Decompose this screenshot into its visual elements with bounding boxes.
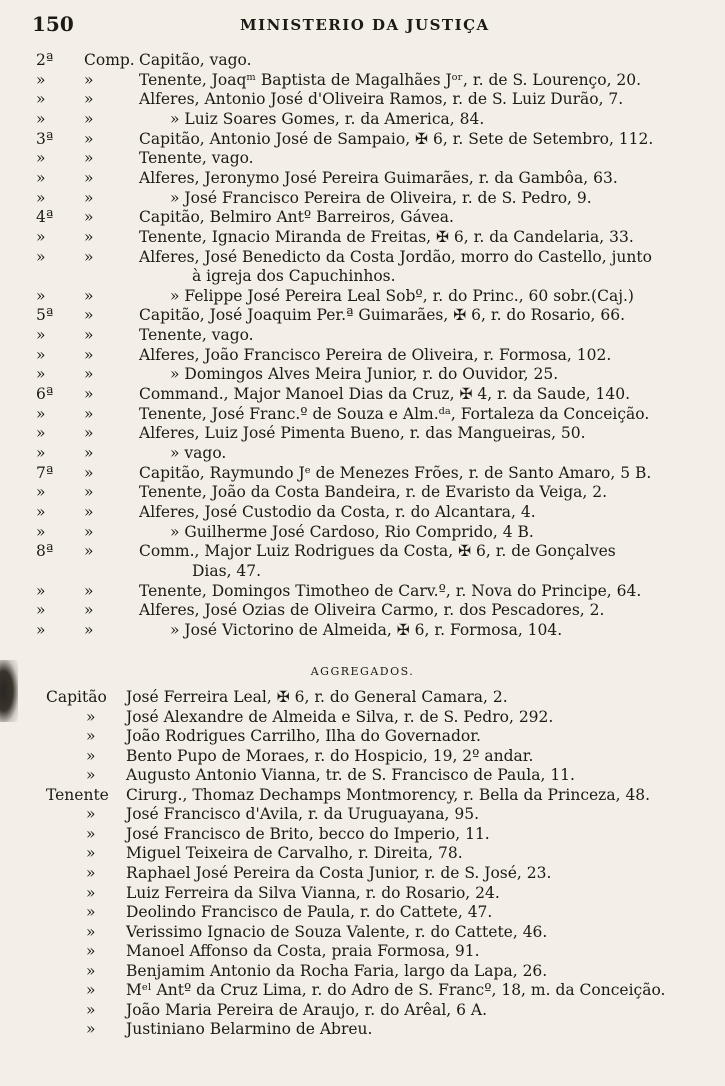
officer-entry: à igreja dos Capuchinhos. xyxy=(192,267,396,286)
officer-entry: Tenente, Joaqᵐ Baptista de Magalhães Jᵒʳ, r. de S. Lourenço, 20. xyxy=(139,70,642,89)
company-number: » xyxy=(36,188,46,207)
company-number: » xyxy=(36,502,46,521)
rank-label: » xyxy=(86,903,96,922)
company-number: » xyxy=(36,345,46,364)
rank-label: Capitão xyxy=(46,688,107,706)
rank-label: » xyxy=(86,746,96,765)
officer-entry: Deolindo Francisco de Paula, r. do Cattete, 47. xyxy=(126,903,493,922)
officer-entry: José Francisco de Brito, becco do Imperio, 11. xyxy=(126,824,490,843)
company-number: 3ª xyxy=(36,129,54,148)
company-number: » xyxy=(36,326,46,345)
officer-entry: Tenente, Ignacio Miranda de Freitas, ✠ 6, r. da Candelaria, 33. xyxy=(139,227,634,246)
officer-entry: » Felippe José Pereira Leal Sobº, r. do Princ., 60 sobr.(Caj.) xyxy=(170,286,634,305)
rank-label: » xyxy=(86,961,96,980)
officer-entry: Capitão, Belmiro Antº Barreiros, Gávea. xyxy=(139,208,454,227)
company-number: 2ª xyxy=(36,51,54,69)
rank-label: » xyxy=(86,805,96,824)
company-label: » xyxy=(84,70,94,89)
officer-entry: Miguel Teixeira de Carvalho, r. Direita, 78. xyxy=(126,844,463,863)
company-label: » xyxy=(84,247,94,266)
company-number: » xyxy=(36,444,46,462)
ink-blot xyxy=(0,660,18,722)
running-title: MINISTERIO DA JUSTIÇA xyxy=(240,16,490,34)
company-number: » xyxy=(36,424,46,443)
company-label: » xyxy=(84,227,94,246)
rank-label: » xyxy=(86,942,96,961)
company-label: » xyxy=(84,286,94,305)
company-number: » xyxy=(36,483,46,502)
company-number: » xyxy=(36,247,46,266)
company-number: » xyxy=(36,168,46,187)
page-number: 150 xyxy=(32,12,74,36)
company-number: 6ª xyxy=(36,385,54,404)
company-number: » xyxy=(36,581,46,600)
company-label: » xyxy=(84,208,94,227)
company-label: » xyxy=(84,601,94,620)
company-number: » xyxy=(36,620,46,639)
officer-entry: Tenente, José Franc.º de Souza e Alm.ᵈᵃ, Fortaleza da Conceição. xyxy=(139,404,650,423)
company-label: » xyxy=(84,365,94,384)
company-label: » xyxy=(84,522,94,541)
rank-label: » xyxy=(86,824,96,843)
company-label: » xyxy=(84,149,94,168)
company-number: » xyxy=(36,522,46,541)
officer-entry: Justiniano Belarmino de Abreu. xyxy=(126,1020,373,1039)
officer-entry: Alferes, José Benedicto da Costa Jordão, morro do Castello, junto xyxy=(139,247,652,266)
officer-entry: Comm., Major Luiz Rodrigues da Costa, ✠ 6, r. de Gonçalves xyxy=(139,542,616,561)
rank-label: » xyxy=(86,922,96,941)
company-label: » xyxy=(84,109,94,128)
company-number: » xyxy=(36,365,46,384)
company-number: » xyxy=(36,109,46,128)
officer-entry: » José Francisco Pereira de Oliveira, r. de S. Pedro, 9. xyxy=(170,188,592,207)
officer-entry: Alferes, Luiz José Pimenta Bueno, r. das Mangueiras, 50. xyxy=(139,424,586,443)
officer-entry: José Ferreira Leal, ✠ 6, r. do General Camara, 2. xyxy=(126,688,508,706)
company-label: » xyxy=(84,542,94,561)
officer-entry: Alferes, Antonio José d'Oliveira Ramos, r. de S. Luiz Durão, 7. xyxy=(139,90,624,109)
officer-entry: Benjamim Antonio da Rocha Faria, largo da Lapa, 26. xyxy=(126,961,548,980)
company-number: » xyxy=(36,601,46,620)
officer-entry: João Rodrigues Carrilho, Ilha do Governador. xyxy=(126,727,481,746)
company-number: 7ª xyxy=(36,463,54,482)
rank-label: » xyxy=(86,1020,96,1039)
officer-entry: Dias, 47. xyxy=(192,561,262,580)
officer-entry: José Francisco d'Avila, r. da Uruguayana, 95. xyxy=(126,805,480,824)
company-number: » xyxy=(36,227,46,246)
company-label: » xyxy=(84,168,94,187)
officer-entry: Alferes, Jeronymo José Pereira Guimarães, r. da Gambôa, 63. xyxy=(139,168,618,187)
officer-entry: » Guilherme José Cardoso, Rio Comprido, 4 B. xyxy=(170,522,534,541)
page-header xyxy=(30,6,705,36)
company-number: 4ª xyxy=(36,208,54,227)
officer-entry: Alferes, João Francisco Pereira de Oliveira, r. Formosa, 102. xyxy=(139,345,612,364)
officer-entry: Alferes, José Custodio da Costa, r. do Alcantara, 4. xyxy=(139,502,536,521)
company-label: » xyxy=(84,404,94,423)
officer-entry: Bento Pupo de Moraes, r. do Hospicio, 19, 2º andar. xyxy=(126,746,534,765)
officer-entry: Raphael José Pereira da Costa Junior, r. de S. José, 23. xyxy=(126,863,552,882)
rank-label: Tenente xyxy=(46,785,109,804)
company-number: » xyxy=(36,90,46,109)
officer-entry: Tenente, Domingos Timotheo de Carv.º, r. Nova do Principe, 64. xyxy=(139,581,642,600)
company-label: » xyxy=(84,581,94,600)
officer-entry: » vago. xyxy=(170,444,227,462)
company-label: » xyxy=(84,345,94,364)
company-label: » xyxy=(84,620,94,639)
officer-entry: Tenente, vago. xyxy=(139,149,254,168)
rank-label: » xyxy=(86,766,96,785)
officer-entry: Tenente, vago. xyxy=(139,326,254,345)
officer-entry: » Luiz Soares Gomes, r. da America, 84. xyxy=(170,109,485,128)
officer-entry: Manoel Affonso da Costa, praia Formosa, 91. xyxy=(126,942,480,961)
officer-entry: Augusto Antonio Vianna, tr. de S. Francisco de Paula, 11. xyxy=(126,766,575,785)
company-label: Comp. xyxy=(84,51,135,69)
officer-entry: Capitão, Antonio José de Sampaio, ✠ 6, r. Sete de Setembro, 112. xyxy=(139,129,654,148)
company-label: » xyxy=(84,129,94,148)
officer-entry: José Alexandre de Almeida e Silva, r. de S. Pedro, 292. xyxy=(126,707,554,726)
officer-entry: Verissimo Ignacio de Souza Valente, r. do Cattete, 46. xyxy=(126,922,548,941)
company-label: » xyxy=(84,385,94,404)
officer-entry: Command., Major Manoel Dias da Cruz, ✠ 4, r. da Saude, 140. xyxy=(139,385,631,404)
company-label: » xyxy=(84,326,94,345)
company-label: » xyxy=(84,90,94,109)
company-number: » xyxy=(36,404,46,423)
officer-entry: Mᵉˡ Antº da Cruz Lima, r. do Adro de S. Francº, 18, m. da Conceição. xyxy=(126,981,666,1000)
rank-label: » xyxy=(86,707,96,726)
rank-label: » xyxy=(86,844,96,863)
company-label: » xyxy=(84,444,94,462)
company-number: 8ª xyxy=(36,542,54,561)
rank-label: » xyxy=(86,727,96,746)
company-label: » xyxy=(84,306,94,325)
company-label: » xyxy=(84,424,94,443)
officer-entry: Capitão, vago. xyxy=(139,51,252,69)
officer-entry: Alferes, José Ozias de Oliveira Carmo, r. dos Pescadores, 2. xyxy=(139,601,605,620)
officer-entry: Tenente, João da Costa Bandeira, r. de Evaristo da Veiga, 2. xyxy=(139,483,608,502)
company-label: » xyxy=(84,502,94,521)
rank-label: » xyxy=(86,1000,96,1019)
officer-entry: » José Victorino de Almeida, ✠ 6, r. Formosa, 104. xyxy=(170,620,563,639)
company-number: 5ª xyxy=(36,306,54,325)
company-label: » xyxy=(84,463,94,482)
rank-label: » xyxy=(86,981,96,1000)
company-number: » xyxy=(36,286,46,305)
officer-entry: João Maria Pereira de Araujo, r. do Arêal, 6 A. xyxy=(126,1000,488,1019)
section-title-aggregados: AGGREGADOS. xyxy=(310,665,415,678)
company-number: » xyxy=(36,70,46,89)
officer-entry: » Domingos Alves Meira Junior, r. do Ouvidor, 25. xyxy=(170,365,559,384)
officer-entry: Capitão, José Joaquim Per.ª Guimarães, ✠ 6, r. do Rosario, 66. xyxy=(139,306,626,325)
officer-entry: Luiz Ferreira da Silva Vianna, r. do Rosario, 24. xyxy=(126,883,500,902)
officer-entry: Cirurg., Thomaz Dechamps Montmorency, r. Bella da Princeza, 48. xyxy=(126,785,651,804)
company-label: » xyxy=(84,188,94,207)
rank-label: » xyxy=(86,883,96,902)
officer-entry: Capitão, Raymundo Jᵉ de Menezes Frões, r. de Santo Amaro, 5 B. xyxy=(139,463,652,482)
company-number: » xyxy=(36,149,46,168)
rank-label: » xyxy=(86,863,96,882)
company-label: » xyxy=(84,483,94,502)
